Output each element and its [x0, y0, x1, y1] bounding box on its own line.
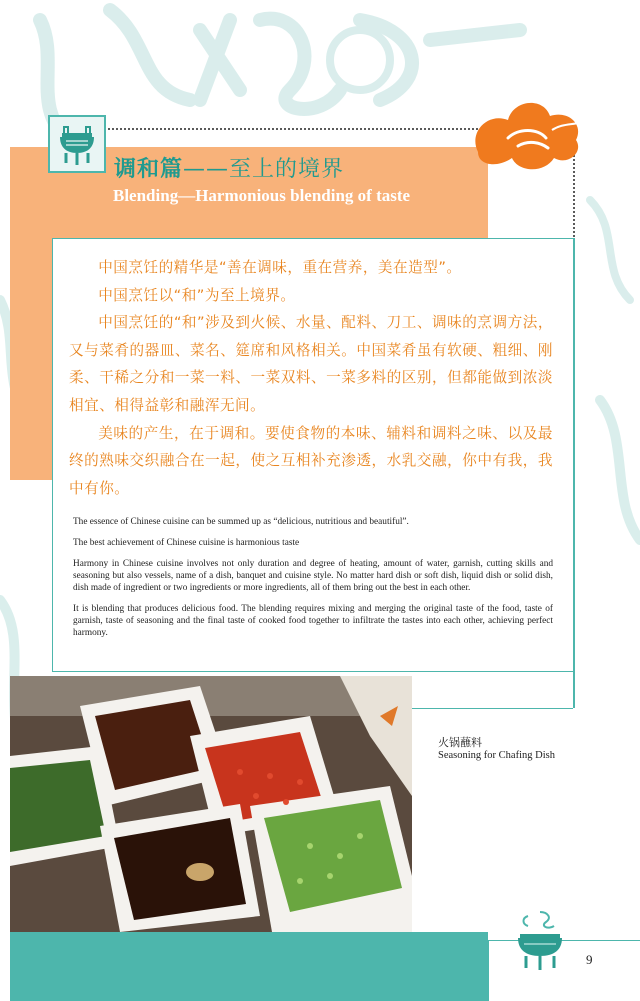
chinese-body — [69, 254, 553, 502]
english-paragraph: It is blending that produces delicious food. The blending requires mixing and merging the original taste of the food, taste of garnish, taste of seasoning and the final taste of cooked food together to infiltrate the tastes into each other, achieving perfect harmony. — [73, 604, 553, 638]
chinese-paragraph: 中国烹饪的精华是“善在调味，重在营养，美在造型”。 — [98, 259, 462, 276]
section-title-chinese — [114, 152, 344, 183]
english-paragraph: The best achievement of Chinese cuisine is harmonious taste — [73, 538, 300, 548]
title-rest: ——至上的境界 — [183, 157, 345, 182]
ding-vessel-icon — [512, 908, 568, 972]
english-body — [73, 516, 553, 648]
auspicious-cloud-icon — [468, 92, 586, 176]
english-paragraph: Harmony in Chinese cuisine involves not only duration and degree of heating, amount of water, garnish, cutting skills and seasoning but also vessels, name of a dish, banquet and cuisine style. No matter hard dish or soft dish, liquid dish or solid dish, dish made of ingredient or two ingredients or more ingredients, all of them bring out the best in each other. — [73, 559, 553, 593]
caption-panel — [412, 708, 573, 938]
seasoning-bowls-photo — [10, 676, 412, 932]
teal-footer-band — [10, 930, 412, 1001]
title-bold: 调和篇 — [114, 157, 184, 182]
photo-caption-chinese: 火锅蘸料 — [438, 736, 482, 749]
chinese-paragraph: 中国烹饪以“和”为至上境界。 — [98, 286, 296, 304]
page-number: 9 — [586, 952, 593, 967]
section-title-english: Blending—Harmonious blending of taste — [113, 186, 411, 205]
chinese-paragraph: 中国烹饪的“和”涉及到火候、水量、配料、刀工、调味的烹调方法，又与菜肴的器皿、菜名、筵席和风格相关。中国菜肴虽有软硬、粗细、刚柔、干稀之分和一菜一料、一菜双料、一菜多料的区别，但都能做到浓淡相宜、相得益彰和融浑无间。 — [69, 314, 553, 414]
english-paragraph: The essence of Chinese cuisine can be summed up as “delicious, nutritious and beautiful”. — [73, 517, 409, 527]
teal-divider — [573, 238, 575, 708]
photo-caption-english: Seasoning for Chafing Dish — [438, 750, 555, 761]
chinese-paragraph: 美味的产生，在于调和。要使食物的本味、辅料和调料之味、以及最终的熟味交织融合在一起，使之互相补充渗透，水乳交融，你中有我，我中有你。 — [69, 424, 553, 497]
teal-corner-band — [412, 932, 488, 1001]
ding-vessel-icon — [48, 115, 106, 173]
